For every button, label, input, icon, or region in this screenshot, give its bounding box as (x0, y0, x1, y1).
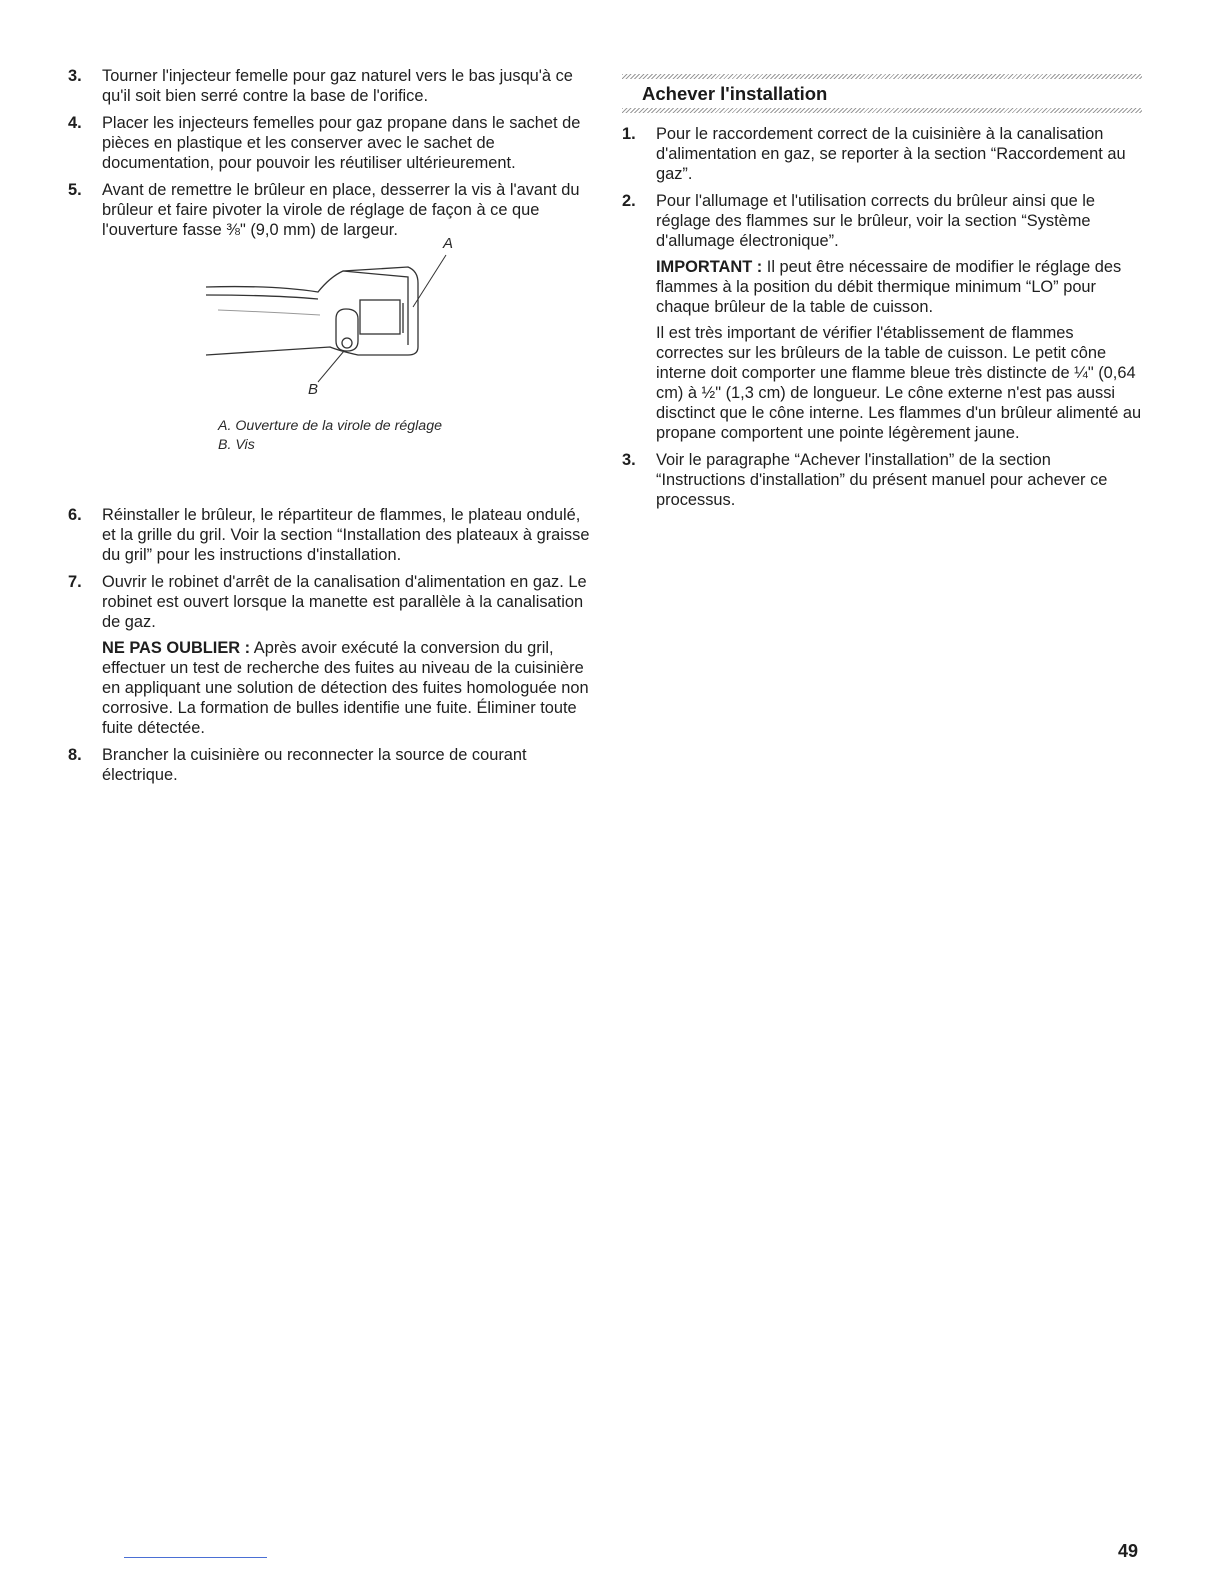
steps-list-top (68, 66, 590, 240)
adjustment-shutter-opening (360, 300, 400, 334)
step-number: 3. (622, 451, 636, 469)
step-number: 4. (68, 114, 82, 132)
section-rule-bottom (622, 108, 1142, 113)
steps-list-right (622, 124, 1144, 510)
figure-caption-a: A. Ouverture de la virole de réglage (218, 418, 442, 434)
burner-inner-line (218, 310, 320, 315)
leader-line-b (318, 351, 344, 382)
step-number: 5. (68, 181, 82, 199)
step-number: 8. (68, 746, 82, 764)
step-note (102, 638, 590, 738)
important-note (656, 257, 1144, 317)
burner-illustration (68, 247, 590, 497)
step-text: Tourner l'injecteur femelle pour gaz naturel vers le bas jusqu'à ce qu'il soit bien serré contre la base de l'orifice. (102, 67, 573, 105)
burner-tube-line (206, 295, 318, 299)
burner-figure (68, 235, 590, 497)
figure-label-a: A (443, 235, 454, 252)
section-rule-top (622, 74, 1142, 79)
screw-boss (336, 309, 358, 351)
step-text: Avant de remettre le brûleur en place, desserrer la vis à l'avant du brûleur et faire pivoter la virole de réglage de façon à ce que l'ouverture fasse ⅜" (9,0 mm) de largeur. (102, 181, 580, 239)
step-text: Placer les injecteurs femelles pour gaz propane dans le sachet de pièces en plastique et les conserver avec le sachet de documentation, pour pouvoir les réutiliser ultérieurement. (102, 114, 581, 172)
step-item (68, 180, 590, 240)
step-text: Ouvrir le robinet d'arrêt de la canalisation d'alimentation en gaz. Le robinet est ouvert lorsque la manette est parallèle à la canalisation de gaz. (102, 573, 587, 631)
step-item (68, 572, 590, 738)
step-item (68, 66, 590, 106)
step-number: 1. (622, 125, 636, 143)
step-item (622, 191, 1144, 443)
step-text: Réinstaller le brûleur, le répartiteur de flammes, le plateau ondulé, et la grille du gril. Voir la section “Installation des plateaux à graisse du gril” pour les instructions d'installation. (102, 506, 590, 564)
step-text: Brancher la cuisinière ou reconnecter la source de courant électrique. (102, 746, 527, 784)
figure-caption-b: B. Vis (218, 437, 255, 453)
note-label: NE PAS OUBLIER : (102, 639, 251, 657)
steps-list-bottom (68, 505, 590, 785)
step-item (68, 745, 590, 785)
step-item (622, 124, 1144, 184)
step-item (68, 113, 590, 173)
step-number: 3. (68, 67, 82, 85)
step-number: 2. (622, 192, 636, 210)
important-label: IMPORTANT : (656, 258, 763, 276)
note-text: Après avoir exécuté la conversion du gril, effectuer un test de recherche des fuites au niveau de la cuisinière en appliquant une solution de détection des fuites homologuée non corrosive. La formation de bulles identifie une fuite. Éliminer toute fuite détectée. (102, 639, 589, 737)
page-number: 49 (1118, 1541, 1139, 1561)
section-title: Achever l'installation (642, 83, 828, 104)
footer-link-line (124, 1557, 267, 1558)
step-number: 7. (68, 573, 82, 591)
important-text: Il peut être nécessaire de modifier le réglage des flammes à la position du débit thermique minimum “LO” pour chaque brûleur de la table de cuisson. (656, 258, 1122, 316)
step-text: Voir le paragraphe “Achever l'installation” de la section “Instructions d'installation” du présent manuel pour achever ce processus. (656, 451, 1108, 509)
flame-note: Il est très important de vérifier l'établissement de flammes correctes sur les brûleurs de la table de cuisson. Le petit cône interne doit comporter une flamme bleue très distincte de ¼" (0,64 cm) à ½" (1,3 cm) de longueur. Le cône externe n'est pas aussi disctinct que le cône interne. Les flammes d'un brûleur alimenté au propane comportent une pointe légèrement jaune. (656, 324, 1142, 442)
step-text: Pour l'allumage et l'utilisation corrects du brûleur ainsi que le réglage des flammes sur le brûleur, voir la section “Système d'allumage électronique”. (656, 192, 1096, 250)
step-item (68, 505, 590, 565)
right-column (622, 66, 1144, 517)
step-text: Pour le raccordement correct de la cuisinière à la canalisation d'alimentation en gaz, se reporter à la section “Raccordement au gaz”. (656, 125, 1126, 183)
step-number: 6. (68, 506, 82, 524)
figure-label-b: B (308, 381, 319, 398)
screw-icon (342, 338, 352, 348)
section-header (622, 66, 1144, 112)
step-item (622, 450, 1144, 510)
left-column (68, 66, 590, 792)
